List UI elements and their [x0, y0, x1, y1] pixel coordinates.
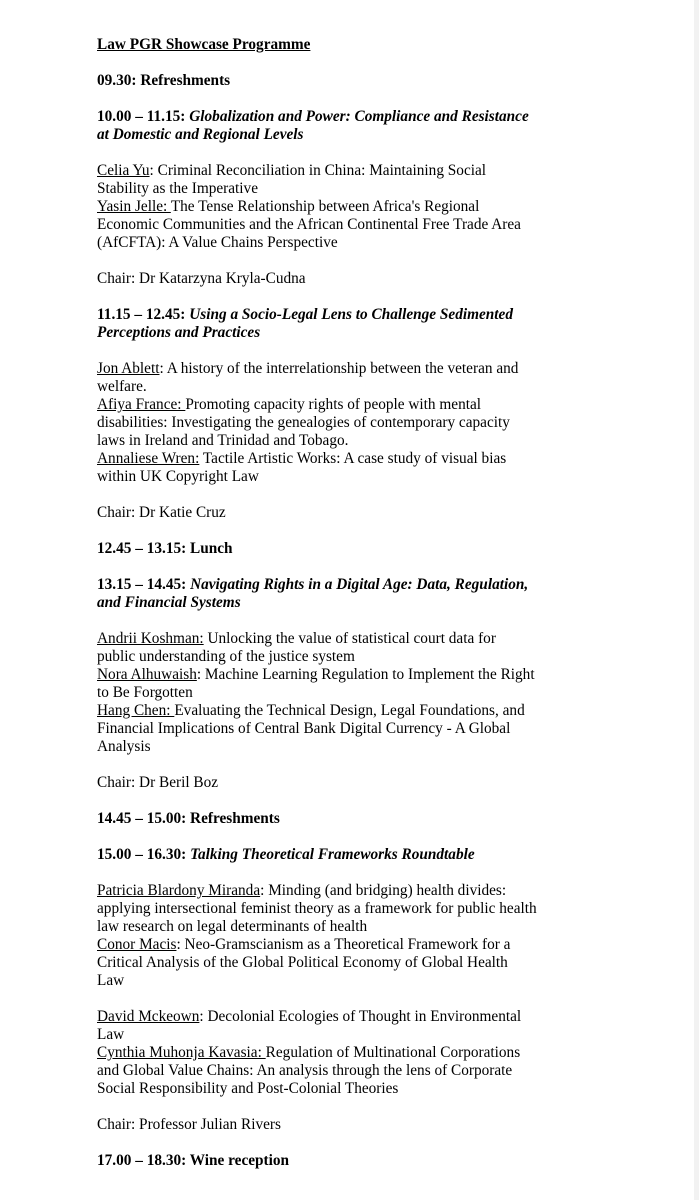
talk-item: [97, 882, 537, 936]
slot-time: 13.15 – 14.45:: [97, 576, 187, 593]
talk-title: Machine Learning Regulation to Implement the Right to Be Forgotten: [97, 666, 535, 701]
speaker-name: Annaliese Wren:: [97, 450, 200, 467]
speaker-name: David Mckeown: [97, 1008, 200, 1025]
talk-item: [97, 630, 537, 666]
session-socio-legal: [97, 306, 537, 342]
talk-title: Neo-Gramscianism as a Theoretical Framework for a Critical Analysis of the Global Political Economy of Global Health Law: [97, 936, 511, 989]
speaker-name: Patricia Blardony Miranda: [97, 882, 261, 899]
speaker-name: Cynthia Muhonja Kavasia:: [97, 1044, 266, 1061]
talk-title: Unlocking the value of statistical court data for public understanding of the justice system: [97, 630, 496, 665]
slot-refreshments-afternoon: [97, 810, 537, 828]
page-edge: [694, 0, 699, 1200]
session-chair: Chair: Dr Katarzyna Kryla-Cudna: [97, 270, 306, 287]
session-digital-age: [97, 576, 537, 612]
slot-time: 17.00 – 18.30: Wine reception: [97, 1152, 290, 1169]
slot-time: 11.15 – 12.45:: [97, 306, 186, 323]
talk-item: [97, 396, 537, 450]
session-chair: Chair: Dr Beril Boz: [97, 774, 219, 791]
slot-time: 10.00 – 11.15:: [97, 108, 186, 125]
session-globalization: [97, 108, 537, 144]
speaker-name: Afiya France:: [97, 396, 186, 413]
spacer: [97, 252, 537, 270]
speaker-name: Andrii Koshman:: [97, 630, 204, 647]
spacer: [97, 1098, 537, 1116]
slot-time: 12.45 – 13.15: Lunch: [97, 540, 233, 557]
speaker-name: Celia Yu: [97, 162, 150, 179]
talk-item: [97, 1044, 537, 1098]
speaker-separator: :: [176, 936, 185, 953]
session-chair: Chair: Professor Julian Rivers: [97, 1116, 281, 1133]
talk-title: The Tense Relationship between Africa's Regional Economic Communities and the African Continental Free Trade Area (AfCFTA): A Value Chains Perspective: [97, 198, 521, 251]
talk-item: [97, 360, 537, 396]
session-title: Globalization and Power: Compliance and Resistance at Domestic and Regional Levels: [97, 108, 529, 143]
talk-title: Minding (and bridging) health divides: applying intersectional feminist theory as a framework for public health law research on legal determinants of health: [97, 882, 537, 935]
session-title: Using a Socio-Legal Lens to Challenge Sedimented Perceptions and Practices: [97, 306, 514, 341]
talk-item: [97, 1008, 537, 1044]
talk-title: Regulation of Multinational Corporations and Global Value Chains: An analysis through the lens of Corporate Social Responsibility and Post-Colonial Theories: [97, 1044, 521, 1097]
spacer: [97, 990, 537, 1008]
talk-item: [97, 162, 537, 198]
session-title: Navigating Rights in a Digital Age: Data, Regulation, and Financial Systems: [97, 576, 529, 611]
talk-item: [97, 666, 537, 702]
spacer: [97, 486, 537, 504]
spacer: [97, 756, 537, 774]
slot-time: 15.00 – 16.30:: [97, 846, 187, 863]
speaker-name: Jon Ablett: [97, 360, 160, 377]
slot-time: 09.30: Refreshments: [97, 72, 231, 89]
talk-item: [97, 936, 537, 990]
talk-item: [97, 450, 537, 486]
programme-body: [97, 36, 537, 1188]
speaker-name: Hang Chen:: [97, 702, 175, 719]
session-title: Talking Theoretical Frameworks Roundtable: [190, 846, 475, 863]
speaker-separator: :: [260, 882, 269, 899]
programme-title: Law PGR Showcase Programme: [97, 36, 311, 53]
speaker-separator: :: [159, 360, 167, 377]
session-roundtable: [97, 846, 537, 864]
talk-title: Promoting capacity rights of people with mental disabilities: Investigating the genealogies of contemporary capacity laws in Ireland and Trinidad and Tobago.: [97, 396, 510, 449]
talk-title: Decolonial Ecologies of Thought in Environmental Law: [97, 1008, 522, 1043]
slot-time: 14.45 – 15.00: Refreshments: [97, 810, 280, 827]
talk-title: Tactile Artistic Works: A case study of visual bias within UK Copyright Law: [97, 450, 507, 485]
speaker-name: Nora Alhuwaish: [97, 666, 197, 683]
speaker-separator: :: [199, 1008, 208, 1025]
talk-item: [97, 702, 537, 756]
speaker-name: Conor Macis: [97, 936, 177, 953]
talk-title: Evaluating the Technical Design, Legal Foundations, and Financial Implications of Central Bank Digital Currency - A Global Analysis: [97, 702, 525, 755]
speaker-name: Yasin Jelle:: [97, 198, 171, 215]
slot-lunch: [97, 540, 537, 558]
session-chair: Chair: Dr Katie Cruz: [97, 504, 226, 521]
slot-refreshments-morning: [97, 72, 537, 90]
talk-item: [97, 198, 537, 252]
speaker-separator: :: [149, 162, 158, 179]
talk-title: Criminal Reconciliation in China: Maintaining Social Stability as the Imperative: [97, 162, 487, 197]
speaker-separator: :: [196, 666, 205, 683]
talk-title: A history of the interrelationship between the veteran and welfare.: [97, 360, 519, 395]
slot-wine-reception: [97, 1152, 537, 1170]
